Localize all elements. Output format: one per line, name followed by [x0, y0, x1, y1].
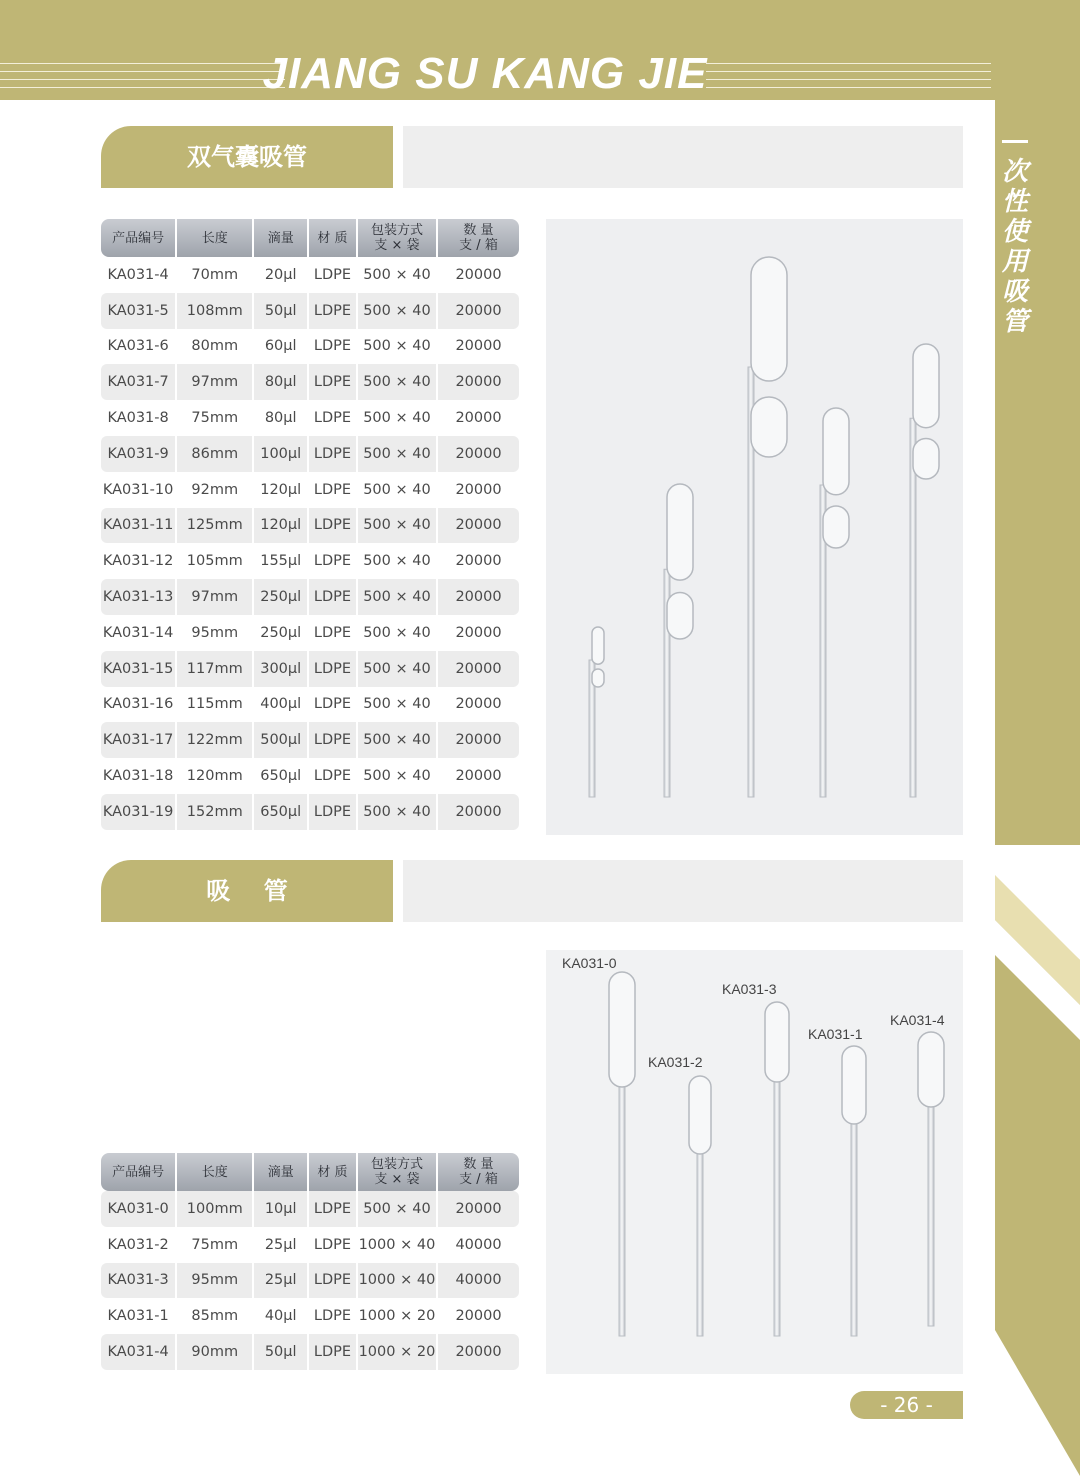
table-cell: KA031-14	[101, 615, 177, 651]
table-cell: 500 × 40	[358, 293, 438, 329]
section-title-double-bulb: 双气囊吸管	[101, 126, 393, 188]
table-cell: KA031-4	[101, 1334, 177, 1370]
table-row	[101, 1191, 519, 1227]
column-header: 长度	[177, 1153, 254, 1191]
double-bulb-pipette	[820, 408, 849, 797]
table-cell: 650μl	[254, 794, 309, 830]
table-cell: 40000	[455, 1236, 502, 1253]
table-cell: 500 × 40	[358, 579, 438, 615]
table-cell: KA031-4	[101, 257, 177, 293]
table-cell: 95mm	[177, 1263, 254, 1299]
table-cell: LDPE	[309, 1298, 358, 1334]
table-cell: 500 × 40	[358, 722, 438, 758]
table-cell: 20000	[455, 660, 502, 677]
pipette-bulb	[609, 972, 635, 1087]
double-bulb-pipette	[910, 344, 939, 797]
table-cell: 500 × 40	[358, 364, 438, 400]
table-cell: 300μl	[254, 651, 309, 687]
table-cell: KA031-12	[101, 543, 177, 579]
table-cell: 20000	[455, 624, 502, 641]
single-bulb-pipette	[765, 1002, 789, 1336]
column-header: 产品编号	[101, 219, 177, 257]
table-row	[101, 329, 519, 365]
table-cell: KA031-18	[101, 758, 177, 794]
table-header	[101, 219, 519, 257]
table-cell: 108mm	[177, 293, 254, 329]
table-row	[101, 293, 519, 329]
pipette-bulb	[842, 1046, 866, 1124]
table-cell: 650μl	[254, 758, 309, 794]
table-cell: LDPE	[309, 794, 358, 830]
table-row	[101, 687, 519, 723]
table-cell: 20000	[455, 803, 502, 820]
table-cell: 500 × 40	[358, 794, 438, 830]
pipette-bulb	[689, 1076, 711, 1154]
photo-label: KA031-4	[890, 1012, 945, 1028]
table-row	[101, 436, 519, 472]
table-cell: 20000	[455, 768, 502, 785]
pipettes-illustration	[546, 219, 963, 835]
table-cell: 92mm	[177, 472, 254, 508]
table-row	[101, 400, 519, 436]
table-row	[101, 1334, 519, 1370]
table-cell: 120μl	[254, 508, 309, 544]
column-header: 滴量	[254, 219, 309, 257]
pipette-stem	[851, 1120, 857, 1336]
table-row	[101, 722, 519, 758]
table-cell: LDPE	[309, 687, 358, 723]
table-cell: 400μl	[254, 687, 309, 723]
table-cell: KA031-1	[101, 1298, 177, 1334]
table-cell: 20000	[455, 589, 502, 606]
table-cell: KA031-19	[101, 794, 177, 830]
pipette-table	[101, 1153, 519, 1370]
table-cell: 120μl	[254, 472, 309, 508]
pipette-bulb	[667, 484, 693, 580]
table-cell: LDPE	[309, 615, 358, 651]
table-cell: 80mm	[177, 329, 254, 365]
table-cell: LDPE	[309, 508, 358, 544]
table-row	[101, 257, 519, 293]
table-cell: 115mm	[177, 687, 254, 723]
table-cell: 1000 × 40	[358, 1227, 438, 1263]
table-cell: KA031-16	[101, 687, 177, 723]
table-cell: 500 × 40	[358, 543, 438, 579]
single-bulb-pipette	[689, 1076, 711, 1336]
table-cell: 25μl	[254, 1227, 309, 1263]
table-cell: 95mm	[177, 615, 254, 651]
single-bulb-pipette	[918, 1032, 944, 1326]
table-cell: 97mm	[177, 579, 254, 615]
section-bar	[403, 860, 963, 922]
table-cell: 125mm	[177, 508, 254, 544]
table-row	[101, 472, 519, 508]
side-rail-char: 用	[1001, 247, 1028, 277]
single-bulb-pipette	[609, 972, 635, 1336]
pipette-stem	[697, 1150, 703, 1336]
table-row	[101, 651, 519, 687]
table-cell: KA031-7	[101, 364, 177, 400]
table-cell: LDPE	[309, 758, 358, 794]
table-cell: 500 × 40	[358, 758, 438, 794]
pipette-bulb	[751, 397, 787, 457]
pipette-bulb	[592, 627, 604, 664]
table-cell: KA031-0	[101, 1191, 177, 1227]
table-cell: 100μl	[254, 436, 309, 472]
table-cell: KA031-3	[101, 1263, 177, 1299]
table-cell: 500 × 40	[358, 436, 438, 472]
table-cell: 250μl	[254, 615, 309, 651]
table-cell: LDPE	[309, 1334, 358, 1370]
column-header: 数 量 支 / 箱	[459, 1157, 498, 1187]
table-cell: LDPE	[309, 543, 358, 579]
table-cell: 155μl	[254, 543, 309, 579]
table-cell: LDPE	[309, 1227, 358, 1263]
column-header: 材 质	[309, 219, 358, 257]
table-cell: 20000	[455, 445, 502, 462]
double-bulb-pipette	[748, 257, 787, 797]
page-number: - 26 -	[850, 1391, 963, 1419]
table-cell: 20μl	[254, 257, 309, 293]
table-cell: 50μl	[254, 293, 309, 329]
double-bulb-table	[101, 219, 519, 830]
table-cell: KA031-15	[101, 651, 177, 687]
table-row	[101, 1263, 519, 1299]
table-cell: KA031-9	[101, 436, 177, 472]
table-cell: 500 × 40	[358, 329, 438, 365]
table-cell: 1000 × 20	[358, 1298, 438, 1334]
brand-title: JIANG SU KANG JIE	[262, 49, 708, 98]
pipette-bulb	[823, 506, 849, 548]
table-cell: 500 × 40	[358, 257, 438, 293]
single-pipettes-photo	[546, 950, 963, 1374]
table-cell: LDPE	[309, 472, 358, 508]
table-cell: 500 × 40	[358, 651, 438, 687]
column-header: 滴量	[254, 1153, 309, 1191]
photo-label: KA031-1	[808, 1026, 863, 1042]
table-cell: 250μl	[254, 579, 309, 615]
table-cell: 20000	[455, 1344, 502, 1361]
table-cell: 20000	[455, 410, 502, 427]
pipette-stem	[619, 1083, 625, 1336]
table-cell: LDPE	[309, 293, 358, 329]
table-row	[101, 508, 519, 544]
table-cell: 120mm	[177, 758, 254, 794]
table-cell: 75mm	[177, 1227, 254, 1263]
table-cell: 85mm	[177, 1298, 254, 1334]
table-cell: 20000	[455, 1308, 502, 1325]
pipette-bulb	[913, 344, 939, 428]
side-rail-char: 次	[1001, 157, 1028, 187]
section-bar	[403, 126, 963, 188]
single-bulb-pipette	[842, 1046, 866, 1336]
column-header: 材 质	[309, 1153, 358, 1191]
pipette-stem	[928, 1103, 934, 1326]
table-cell: 10μl	[254, 1191, 309, 1227]
table-cell: LDPE	[309, 436, 358, 472]
table-cell: 20000	[455, 696, 502, 713]
table-cell: 1000 × 40	[358, 1263, 438, 1299]
section-title-pipette: 吸 管	[101, 860, 393, 922]
table-cell: LDPE	[309, 257, 358, 293]
table-cell: 500 × 40	[358, 472, 438, 508]
table-cell: 25μl	[254, 1263, 309, 1299]
table-cell: 20000	[455, 553, 502, 570]
double-bulb-pipette	[589, 627, 604, 797]
table-body	[101, 1191, 519, 1370]
column-header: 长度	[177, 219, 254, 257]
table-cell: 122mm	[177, 722, 254, 758]
table-cell: 500 × 40	[358, 1191, 438, 1227]
column-header: 包装方式 支 × 袋	[358, 1153, 438, 1191]
side-rail-chars	[995, 157, 1035, 337]
table-cell: 1000 × 20	[358, 1334, 438, 1370]
double-bulb-pipettes-photo	[546, 219, 963, 835]
table-cell: 40000	[455, 1272, 502, 1289]
table-cell: 20000	[455, 302, 502, 319]
table-cell: LDPE	[309, 722, 358, 758]
table-cell: LDPE	[309, 329, 358, 365]
table-cell: 105mm	[177, 543, 254, 579]
table-cell: LDPE	[309, 400, 358, 436]
photo-label: KA031-0	[562, 955, 617, 971]
table-row	[101, 794, 519, 830]
column-header: 产品编号	[101, 1153, 177, 1191]
table-cell: 100mm	[177, 1191, 254, 1227]
side-rail-char: 吸	[1001, 277, 1028, 307]
table-cell: KA031-6	[101, 329, 177, 365]
table-cell: 90mm	[177, 1334, 254, 1370]
rail-corner	[995, 1330, 1080, 1476]
pipette-bulb	[918, 1032, 944, 1107]
table-cell: KA031-2	[101, 1227, 177, 1263]
table-cell: KA031-5	[101, 293, 177, 329]
table-row	[101, 543, 519, 579]
side-rail-char: 使	[1001, 217, 1028, 247]
table-cell: 50μl	[254, 1334, 309, 1370]
table-cell: LDPE	[309, 364, 358, 400]
pipette-bulb	[751, 257, 787, 381]
table-row	[101, 364, 519, 400]
table-cell: 500 × 40	[358, 687, 438, 723]
table-cell: 20000	[455, 1200, 502, 1217]
table-cell: 500μl	[254, 722, 309, 758]
pipette-bulb	[592, 669, 604, 687]
pipette-bulb	[667, 593, 693, 640]
table-row	[101, 615, 519, 651]
table-cell: 117mm	[177, 651, 254, 687]
table-cell: 75mm	[177, 400, 254, 436]
table-cell: 152mm	[177, 794, 254, 830]
column-header: 数 量 支 / 箱	[459, 223, 498, 253]
table-cell: LDPE	[309, 579, 358, 615]
single-pipettes-illustration	[546, 950, 963, 1374]
table-cell: 97mm	[177, 364, 254, 400]
table-cell: LDPE	[309, 651, 358, 687]
table-cell: 20000	[455, 338, 502, 355]
side-rail-char: 管	[1001, 307, 1028, 337]
table-cell: 20000	[455, 266, 502, 283]
table-cell: 80μl	[254, 364, 309, 400]
table-row	[101, 758, 519, 794]
table-cell: KA031-8	[101, 400, 177, 436]
side-rail-label	[995, 128, 1035, 337]
pipette-stem	[774, 1078, 780, 1336]
pipette-stem	[910, 418, 916, 797]
table-cell: KA031-11	[101, 508, 177, 544]
table-cell: 80μl	[254, 400, 309, 436]
photo-label: KA031-3	[722, 981, 777, 997]
pipette-bulb	[913, 439, 939, 480]
pipette-bulb	[823, 408, 849, 495]
column-header: 包装方式 支 × 袋	[358, 219, 438, 257]
double-bulb-pipette	[664, 484, 693, 797]
table-cell: 500 × 40	[358, 400, 438, 436]
table-cell: KA031-13	[101, 579, 177, 615]
table-cell: 20000	[455, 481, 502, 498]
table-cell: 20000	[455, 374, 502, 391]
table-cell: 60μl	[254, 329, 309, 365]
table-row	[101, 1227, 519, 1263]
table-body	[101, 257, 519, 830]
table-header	[101, 1153, 519, 1191]
table-cell: KA031-10	[101, 472, 177, 508]
photo-label: KA031-2	[648, 1054, 703, 1070]
table-cell: 500 × 40	[358, 508, 438, 544]
side-rail-char: 性	[1001, 187, 1028, 217]
table-cell: LDPE	[309, 1263, 358, 1299]
table-cell: 40μl	[254, 1298, 309, 1334]
table-cell: 20000	[455, 732, 502, 749]
table-row	[101, 579, 519, 615]
table-row	[101, 1298, 519, 1334]
pipette-bulb	[765, 1002, 789, 1082]
table-cell: 500 × 40	[358, 615, 438, 651]
rail-dash	[1002, 140, 1028, 143]
table-cell: 86mm	[177, 436, 254, 472]
table-cell: LDPE	[309, 1191, 358, 1227]
table-cell: 20000	[455, 517, 502, 534]
table-cell: KA031-17	[101, 722, 177, 758]
table-cell: 70mm	[177, 257, 254, 293]
